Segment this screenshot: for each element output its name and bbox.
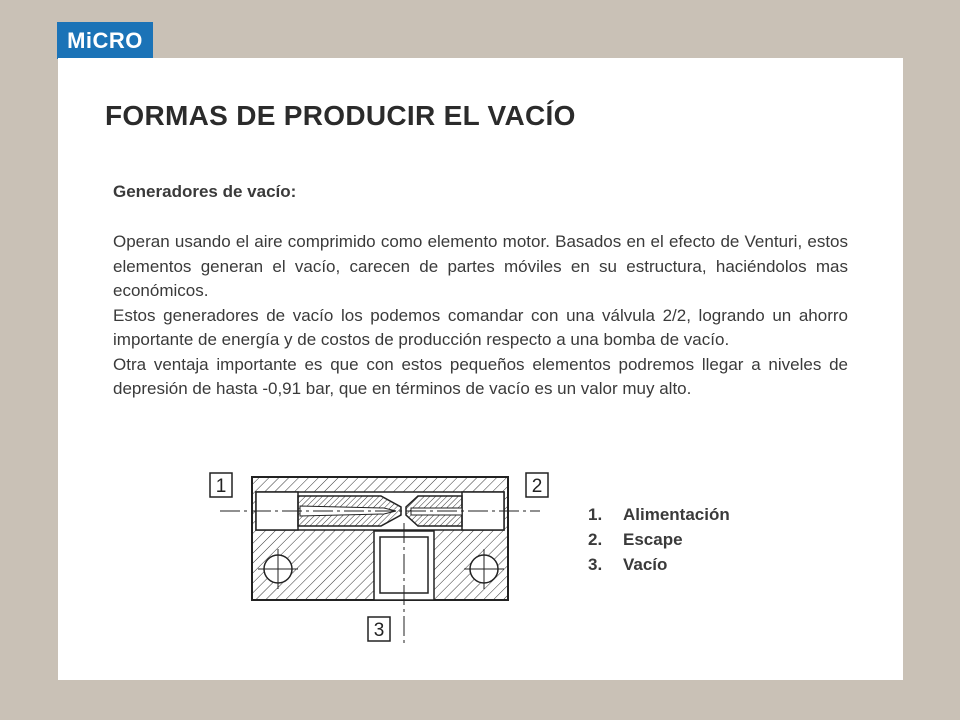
port-label-1 bbox=[210, 473, 232, 497]
micro-logo: MiCRO bbox=[57, 22, 153, 59]
port-label-2 bbox=[526, 473, 548, 497]
legend-list bbox=[588, 502, 730, 577]
legend-item bbox=[588, 527, 730, 552]
paragraph-1: Operan usando el aire comprimido como elemento motor. Basados en el efecto de Venturi, estos elementos generan el vacío, carecen de partes móviles en su estructura, haciéndolos mas económicos. bbox=[113, 232, 848, 300]
legend-num: 2. bbox=[588, 530, 603, 549]
paragraph-3: Otra ventaja importante es que con estos pequeños elementos podremos llegar a niveles de depresión de hasta -0,91 bar, que en términos de vacío es un valor muy alto. bbox=[113, 354, 848, 398]
legend-item bbox=[588, 552, 730, 577]
port-label-3 bbox=[368, 617, 390, 641]
paragraph-2: Estos generadores de vacío los podemos comandar con una válvula 2/2, logrando un ahorro importante de energía y de costos de producción respecto a una bomba de vacío. bbox=[113, 305, 848, 349]
body-text bbox=[113, 230, 848, 402]
slide-panel bbox=[58, 58, 903, 680]
slide-title: FORMAS DE PRODUCIR EL VACÍO bbox=[105, 100, 576, 131]
legend-num: 1. bbox=[588, 505, 603, 524]
venturi-diagram bbox=[206, 471, 554, 647]
legend-label: Alimentación bbox=[623, 505, 730, 524]
svg-text:3: 3 bbox=[373, 620, 385, 641]
legend-num: 3. bbox=[588, 555, 603, 574]
slide-subtitle: Generadores de vacío: bbox=[113, 182, 297, 201]
legend-item bbox=[588, 502, 730, 527]
svg-text:2: 2 bbox=[531, 476, 543, 497]
legend-label: Escape bbox=[623, 530, 683, 549]
legend-label: Vacío bbox=[623, 555, 668, 574]
svg-text:1: 1 bbox=[215, 476, 227, 497]
